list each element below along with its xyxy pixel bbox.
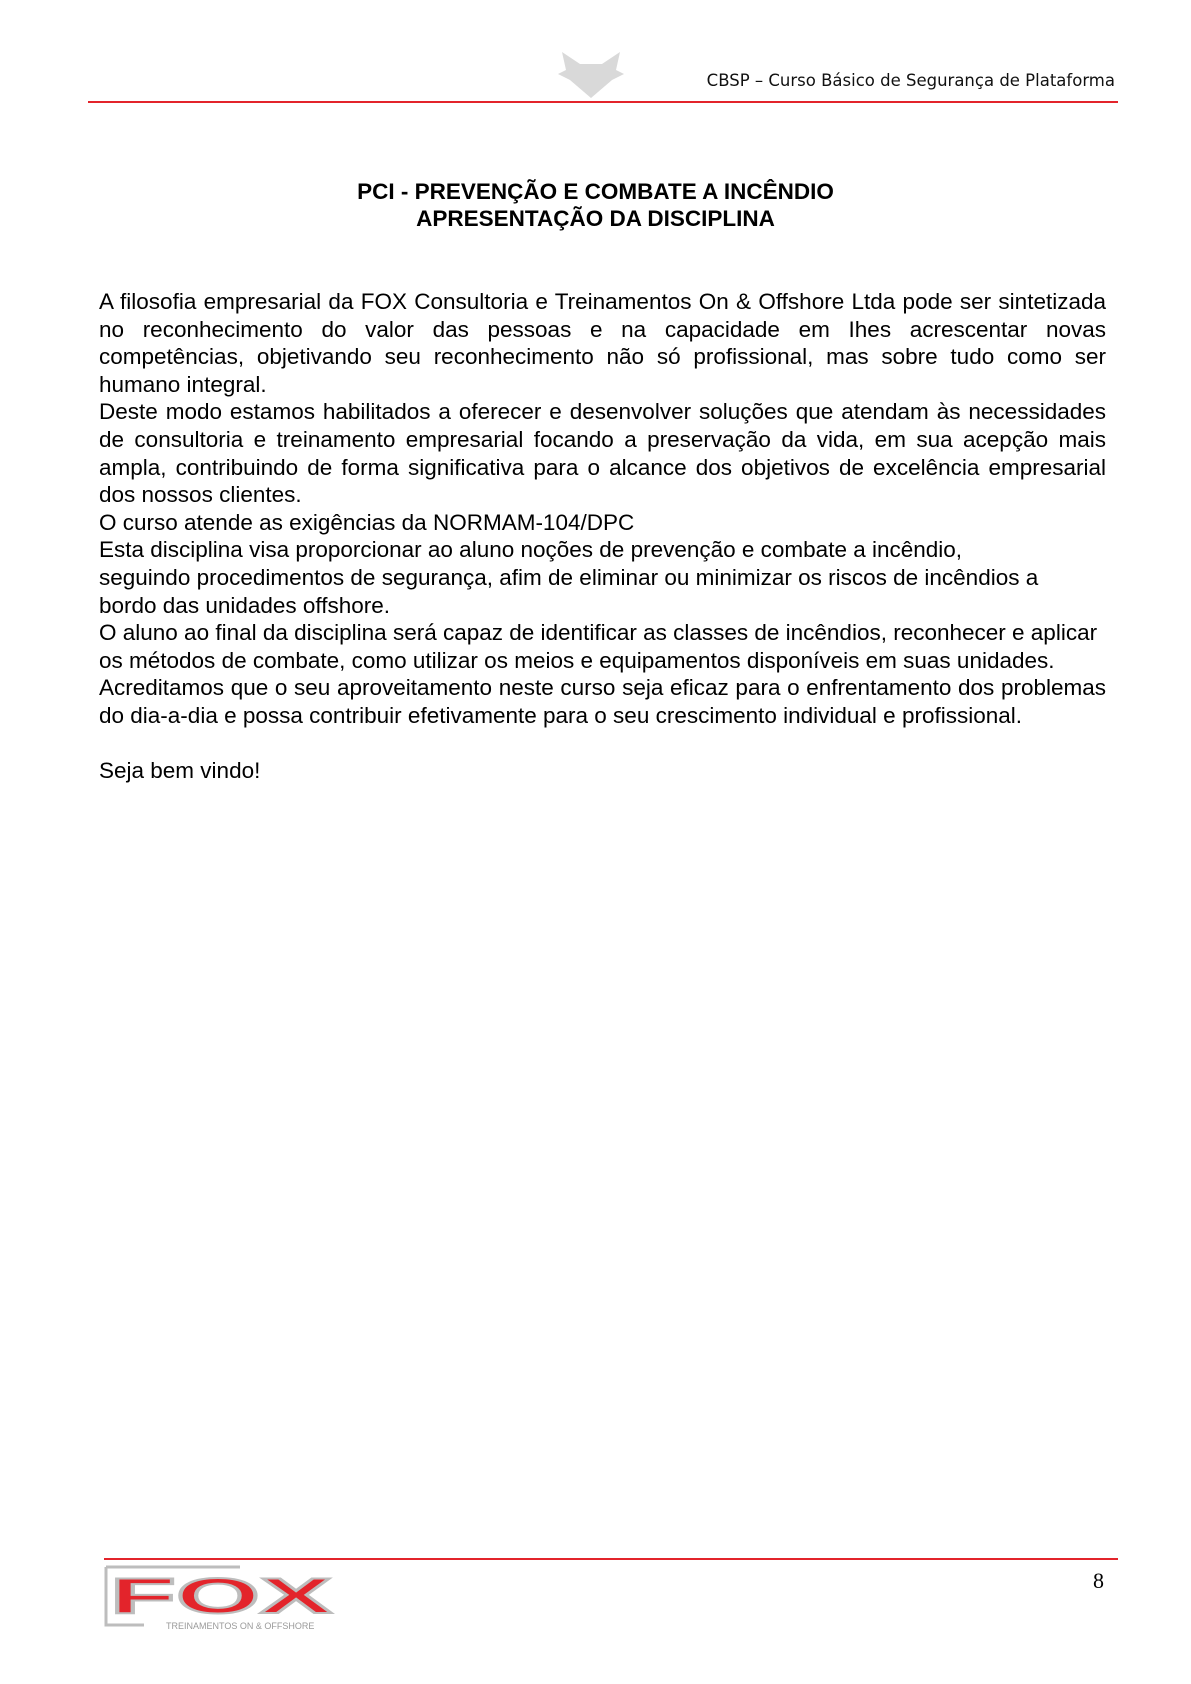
body-text [99, 288, 1106, 785]
paragraph: O aluno ao final da disciplina será capaz de identificar as classes de incêndios, reconhecer e aplicar os métodos de combate, como utilizar os meios e equipamentos disponíveis em suas unidades. [99, 620, 1098, 673]
footer-divider [104, 1558, 1118, 1560]
svg-text:FOX: FOX [110, 1568, 332, 1624]
fox-head-icon [558, 50, 624, 98]
header-divider [88, 101, 1118, 103]
paragraph: seguindo procedimentos de segurança, afim de eliminar ou minimizar os riscos de incêndios a bordo das unidades offshore. [99, 564, 1039, 618]
fox-logo [104, 1565, 344, 1633]
paragraph: Esta disciplina visa proporcionar ao aluno noções de prevenção e combate a incêndio, [99, 537, 963, 563]
closing-line: Seja bem vindo! [99, 758, 261, 784]
paragraph: Deste modo estamos habilitados a oferecer e desenvolver soluções que atendam às necessidades de consultoria e treinamento empresarial focando a preservação da vida, em sua acepção mais ampla, contribuindo de forma significativa para o alcance dos objetivos de excelência empresarial dos nossos clientes. [99, 399, 1106, 508]
paragraph: Acreditamos que o seu aproveitamento neste curso seja eficaz para o enfrentamento dos problemas do dia-a-dia e possa contribuir efetivamente para o seu crescimento individual e profissional. [99, 675, 1106, 728]
header-title: CBSP – Curso Básico de Segurança de Plataforma [706, 71, 1115, 90]
paragraph: O curso atende as exigências da NORMAM-104/DPC [99, 509, 635, 535]
paragraph: A filosofia empresarial da FOX Consultoria e Treinamentos On & Offshore Ltda pode ser sintetizada no reconhecimento do valor das pessoas e na capacidade em Ihes acrescentar novas competências, objetivando seu reconhecimento não só profissional, mas sobre tudo como ser humano integral. [99, 289, 1106, 397]
page-title [0, 178, 1191, 232]
page-number: 8 [1093, 1568, 1104, 1593]
title-line-2: APRESENTAÇÃO DA DISCIPLINA [416, 206, 775, 231]
logo-tagline: TREINAMENTOS ON & OFFSHORE [166, 1621, 315, 1631]
title-line-1: PCI - PREVENÇÃO E COMBATE A INCÊNDIO [357, 179, 834, 204]
